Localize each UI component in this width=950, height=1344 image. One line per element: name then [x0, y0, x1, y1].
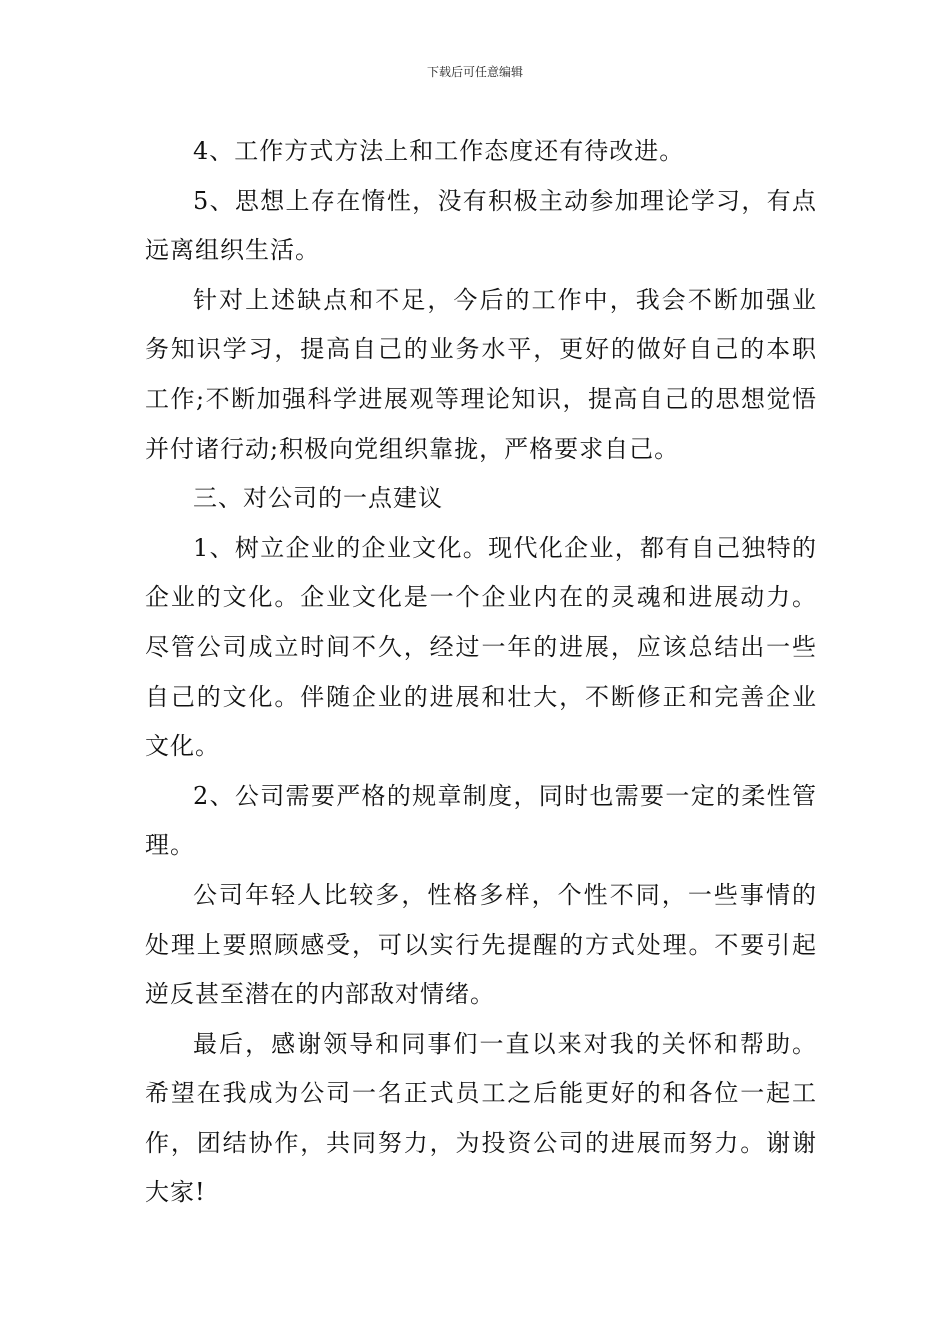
paragraph-closing: 最后，感谢领导和同事们一直以来对我的关怀和帮助。希望在我成为公司一名正式员工之后能更好的和各位一起工作，团结协作，共同努力，为投资公司的进展而努力。谢谢大家! — [145, 1029, 817, 1207]
paragraph-item-4: 4、工作方式方法上和工作态度还有待改进。 — [193, 137, 685, 165]
paragraph-item-5: 5、思想上存在惰性，没有积极主动参加理论学习，有点远离组织生活。 — [145, 186, 817, 265]
page-header-note: 下载后可任意编辑 — [426, 65, 523, 79]
document-body — [145, 127, 817, 1218]
paragraph-improvement-plan: 针对上述缺点和不足，今后的工作中，我会不断加强业务知识学习，提高自己的业务水平，更好的做好自己的本职工作;不断加强科学进展观等理论知识，提高自己的思想觉悟并付诸行动;积极向党组织靠拢，严格要求自己。 — [145, 285, 817, 463]
section-heading-suggestions: 三、对公司的一点建议 — [193, 484, 443, 513]
paragraph-suggestion-2: 2、公司需要严格的规章制度，同时也需要一定的柔性管理。 — [145, 781, 817, 860]
paragraph-young-staff: 公司年轻人比较多，性格多样，个性不同，一些事情的处理上要照顾感受，可以实行先提醒的方式处理。不要引起逆反甚至潜在的内部敌对情绪。 — [145, 880, 817, 1009]
paragraph-suggestion-1: 1、树立企业的企业文化。现代化企业，都有自己独特的企业的文化。企业文化是一个企业内在的灵魂和进展动力。尽管公司成立时间不久，经过一年的进展，应该总结出一些自己的文化。伴随企业的进展和壮大，不断修正和完善企业文化。 — [145, 533, 817, 761]
